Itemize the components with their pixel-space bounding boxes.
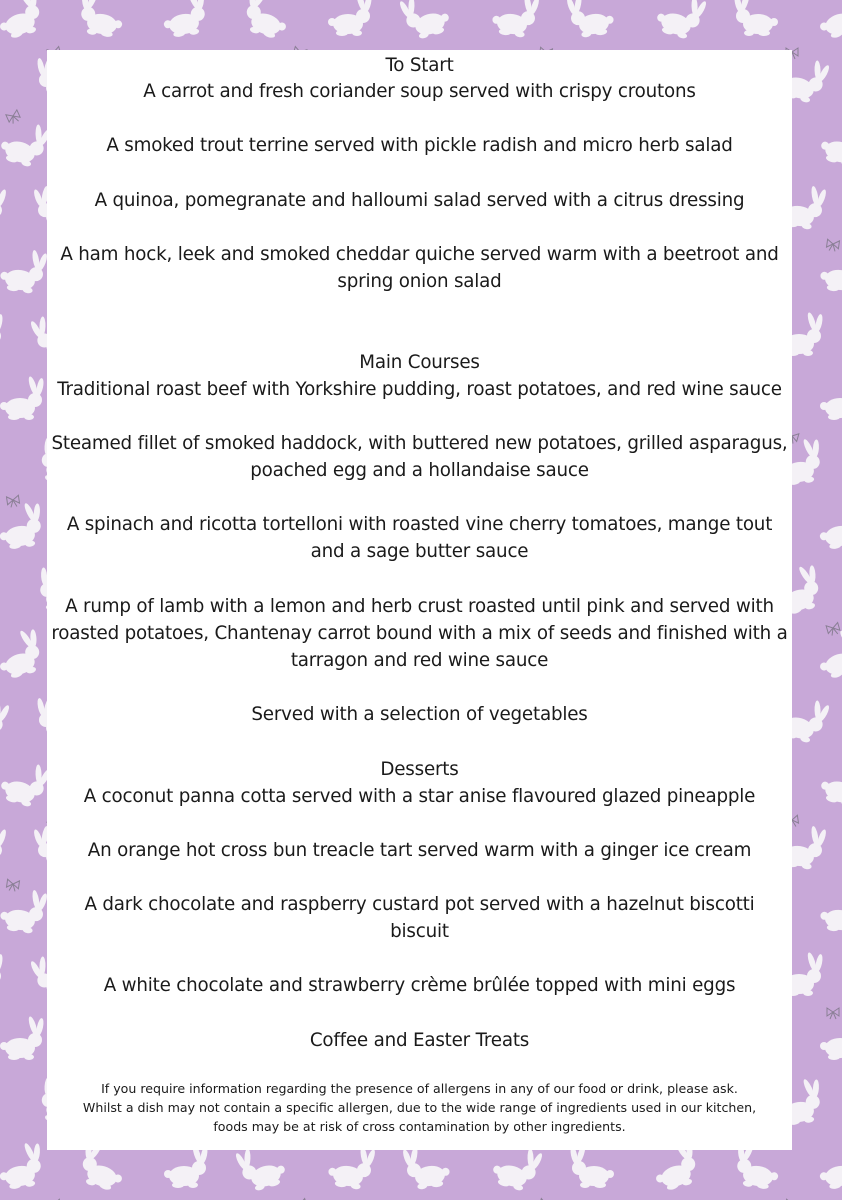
bow-icon <box>6 110 21 125</box>
bunny-icon <box>0 562 6 617</box>
bunny-icon <box>0 885 49 935</box>
bunny-icon <box>0 115 53 170</box>
menu-item-line: biscuit <box>390 921 449 942</box>
bow-icon <box>7 495 20 508</box>
bunny-icon <box>820 376 842 420</box>
menu-item-line: tarragon and red wine sauce <box>290 650 549 671</box>
bunny-icon <box>0 436 5 486</box>
bunny-icon <box>653 0 708 42</box>
bunny-icon <box>0 691 12 746</box>
bunny-icon <box>820 1016 842 1060</box>
bunny-icon <box>817 115 842 170</box>
mains-heading: Main Courses <box>359 352 480 373</box>
mains-side-note: Served with a selection of vegetables <box>251 704 588 725</box>
menu-item-line: and a sage butter sauce <box>310 541 529 562</box>
menu-item-line: Traditional roast beef with Yorkshire pudding, roast potatoes, and red wine sauce <box>57 379 782 400</box>
bunny-icon <box>397 0 452 42</box>
bunny-icon <box>0 181 8 231</box>
bunny-icon <box>0 500 46 550</box>
menu-item-line: A rump of lamb with a lemon and herb crust roasted until pink and served with <box>65 596 774 617</box>
bunny-icon <box>0 245 49 295</box>
bunny-icon <box>816 1140 842 1190</box>
bunny-icon <box>0 821 8 871</box>
bunny-icon <box>0 1076 5 1126</box>
menu-item-line: spring onion salad <box>337 271 502 292</box>
bunny-icon <box>0 626 47 681</box>
bunny-icon <box>0 312 4 356</box>
menu-item-line: A smoked trout terrine served with pickle radish and micro herb salad <box>106 135 733 156</box>
bunny-icon <box>812 0 842 41</box>
menu-item-line: A white chocolate and strawberry crème brûlée topped with mini eggs <box>103 975 736 996</box>
bunny-icon <box>0 952 4 996</box>
bunny-icon <box>819 885 842 935</box>
bunny-icon <box>733 0 778 36</box>
bunny-icon <box>491 0 542 39</box>
bunny-icon <box>76 0 127 39</box>
bunny-icon <box>164 1144 209 1188</box>
bunny-icon <box>328 0 373 36</box>
menu-card <box>47 50 792 1150</box>
menu-item-line: A quinoa, pomegranate and halloumi salad served with a citrus dressing <box>94 190 745 211</box>
bunny-icon <box>0 0 47 41</box>
bow-icon <box>6 879 19 892</box>
bunny-icon <box>0 1140 46 1190</box>
bow-icon <box>826 623 841 637</box>
starters-heading: To Start <box>385 55 454 76</box>
menu-item-line: A coconut panna cotta served with a star anise flavoured glazed pineapple <box>83 786 756 807</box>
bunny-icon <box>816 500 842 550</box>
bow-icon <box>827 1008 839 1019</box>
menu-item-line: An orange hot cross bun treacle tart served warm with a ginger ice cream <box>87 840 752 861</box>
desserts-heading: Desserts <box>380 759 459 780</box>
allergen-note-line: Whilst a dish may not contain a specific allergen, due to the wide range of ingredients used in our kitchen, <box>82 1100 757 1115</box>
allergen-note-line: foods may be at risk of cross contamination by other ingredients. <box>213 1119 626 1134</box>
bunny-icon <box>817 755 842 810</box>
menu-item-line: roasted potatoes, Chantenay carrot bound with a mix of seeds and finished with a <box>51 623 788 644</box>
menu-item-line: A spinach and ricotta tortelloni with roasted vine cherry tomatoes, mange tout <box>66 514 773 535</box>
bunny-icon <box>0 1016 45 1060</box>
bunny-icon <box>819 245 842 295</box>
menu-item-line: A dark chocolate and raspberry custard pot served with a hazelnut biscotti <box>84 894 755 915</box>
bunny-icon <box>0 376 45 420</box>
bunny-icon <box>569 1144 614 1188</box>
bunny-icon <box>239 0 294 41</box>
bunny-icon <box>0 755 53 810</box>
menu-item-line: Steamed fillet of smoked haddock, with buttered new potatoes, grilled asparagus, <box>51 433 788 454</box>
bunny-icon <box>160 0 211 39</box>
menu-item-line: poached egg and a hollandaise sauce <box>250 460 589 481</box>
menu-item-line: A carrot and fresh coriander soup served with crispy croutons <box>143 81 696 102</box>
bunny-icon <box>812 626 842 681</box>
bunny-icon <box>565 0 616 39</box>
bunny-icon <box>0 48 7 107</box>
allergen-note-line: If you require information regarding the presence of allergens in any of our food or drink, please ask. <box>101 1081 738 1096</box>
coffee-line: Coffee and Easter Treats <box>309 1030 530 1051</box>
menu-item-line: A ham hock, leek and smoked cheddar quiche served warm with a beetroot and <box>60 244 779 265</box>
bow-icon <box>826 239 839 252</box>
